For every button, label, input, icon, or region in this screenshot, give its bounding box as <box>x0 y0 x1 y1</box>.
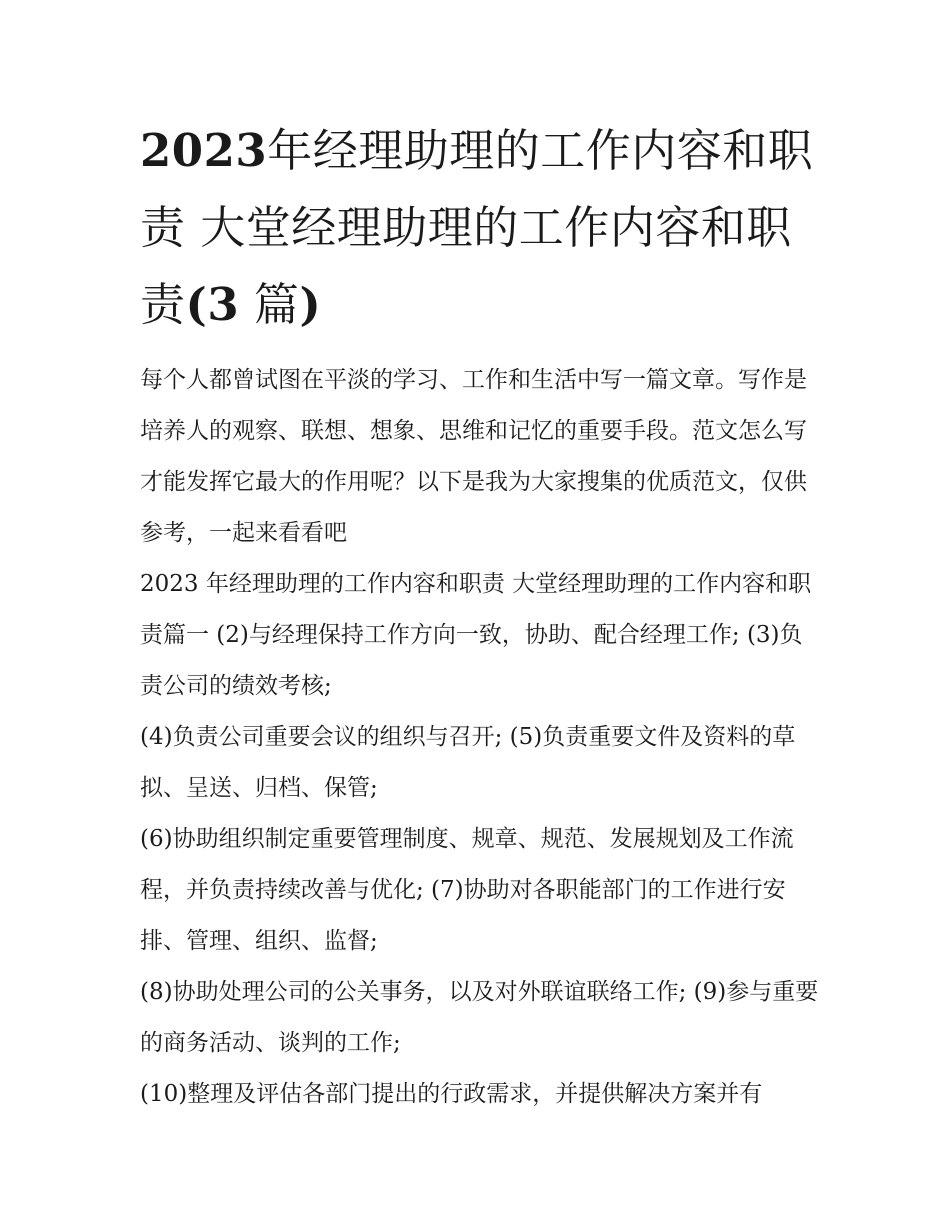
title-paren-open: ( <box>185 278 208 331</box>
body-paragraph-5: (10)整理及评估各部门提出的行政需求，并提供解决方案并有 <box>140 1081 763 1107</box>
body-paragraph-2: (4)负责公司重要会议的组织与召开; (5)负责重要文件及资料的草拟、呈送、归档、保管; <box>140 724 796 801</box>
document-page <box>140 112 820 1120</box>
document-title <box>140 112 820 343</box>
title-year: 2023 <box>140 124 268 177</box>
title-paren-close: ) <box>299 278 322 331</box>
intro-paragraph: 每个人都曾试图在平淡的学习、工作和生活中写一篇文章。写作是培养人的观察、联想、想象、思维和记忆的重要手段。范文怎么写才能发挥它最大的作用呢？以下是我为大家搜集的优质范文，仅供参考，一起来看看吧 <box>140 367 807 546</box>
body-paragraph-3: (6)协助组织制定重要管理制度、规章、规范、发展规划及工作流程，并负责持续改善与优化; (7)协助对各职能部门的工作进行安排、管理、组织、监督; <box>140 826 794 954</box>
title-count-unit: 篇 <box>239 278 300 331</box>
body-paragraph-1: 2023 年经理助理的工作内容和职责 大堂经理助理的工作内容和职责篇一 (2)与经理保持工作方向一致，协助、配合经理工作; (3)负责公司的绩效考核; <box>140 571 812 699</box>
title-count: 3 <box>207 278 240 331</box>
title-text: 年经理助理的工作内容和职责 大堂经理助理的工作内容和职责 <box>140 124 814 331</box>
body-paragraph-4: (8)协助处理公司的公关事务，以及对外联谊联络工作; (9)参与重要的商务活动、谈判的工作; <box>140 979 819 1056</box>
